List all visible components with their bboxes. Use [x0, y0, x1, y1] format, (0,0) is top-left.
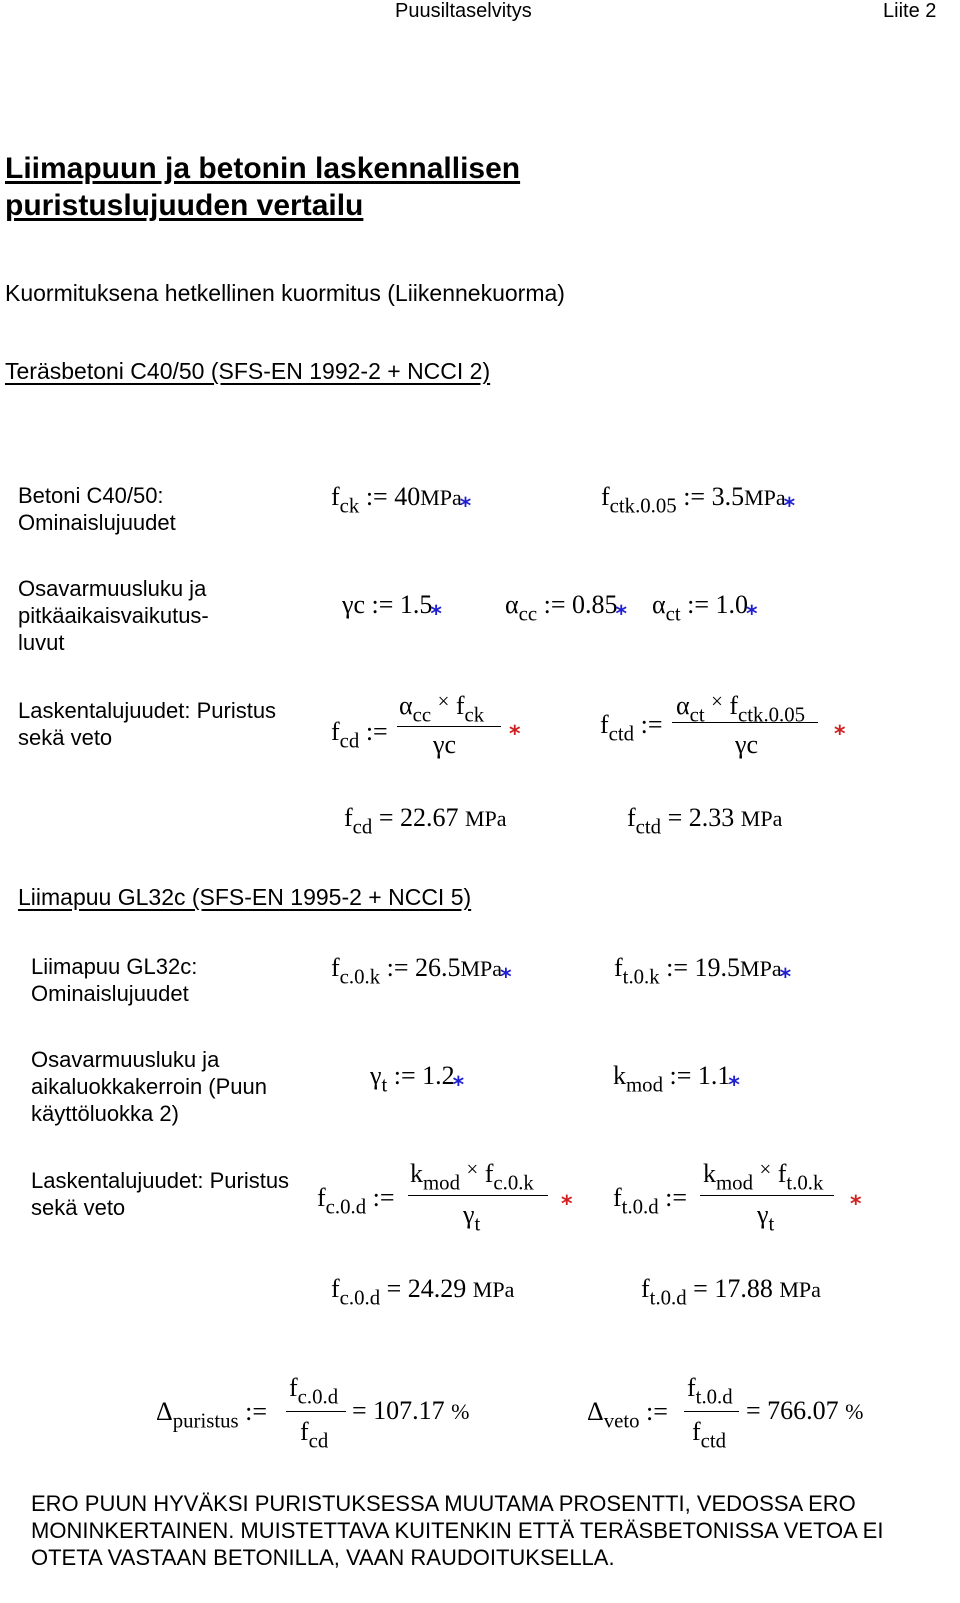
f-t0d-result-value: 17.88: [714, 1274, 773, 1303]
concrete-heading: Teräsbetoni C40/50 (SFS-EN 1992-2 + NCCI 2): [5, 358, 491, 384]
concrete-factors-label: Osavarmuusluku ja pitkäaikaisvaikutus-luvut: [18, 576, 209, 655]
mpa-unit: MPa: [464, 806, 507, 831]
fraction-bar: [684, 1411, 739, 1412]
f-c0d-symbol: $f_{c.0.d}$ :=: [317, 1183, 395, 1219]
timber-heading: Liimapuu GL32c (SFS-EN 1995-2 + NCCI 5): [18, 884, 472, 910]
blue-asterisk-marker: *: [452, 1073, 465, 1098]
mpa-unit: MPa: [420, 485, 462, 510]
f-cd-numerator: $\alpha_{cc}$ × $f_{ck}$: [399, 690, 485, 727]
red-asterisk-marker: *: [561, 1192, 573, 1217]
percent-unit: %: [845, 1399, 864, 1424]
load-case-text: Kuormituksena hetkellinen kuormitus (Liikennekuorma): [5, 280, 565, 306]
delta-compression-denominator: $f_{cd}$: [300, 1417, 329, 1453]
f-ctd-result: $f_{ctd} = 2.33$ MPa: [627, 803, 783, 839]
gamma-t-definition: $\gamma_t$ := $1.2_*$: [370, 1061, 465, 1098]
blue-asterisk-marker: *: [779, 965, 792, 990]
gamma-c-value: 1.5: [399, 590, 433, 619]
delta-tension-denominator: $f_{ctd}$: [692, 1417, 727, 1453]
f-ck-value: 40: [394, 482, 421, 511]
mpa-unit: MPa: [472, 1277, 515, 1302]
f-ctk-definition: $f_{ctk.0.05}$ := 3.5MPa$_*$: [601, 482, 796, 519]
delta-tension-symbol: $\Delta_{veto}$ :=: [587, 1397, 668, 1433]
blue-asterisk-marker: *: [459, 494, 472, 519]
appendix-label: Liite 2: [883, 0, 937, 22]
concrete-design-label: Laskentalujuudet: Puristus sekä veto: [18, 698, 277, 750]
f-cd-result-value: 22.67: [399, 803, 459, 832]
gamma-c-definition: γc := $1.5_*$: [342, 590, 442, 627]
f-t0d-symbol: $f_{t.0.d}$ :=: [613, 1183, 688, 1219]
f-cd-result: $f_{cd} = 22.67$ MPa: [344, 803, 507, 839]
f-ctd-result-value: 2.33: [688, 803, 735, 832]
f-ctd-denominator: γc: [735, 730, 759, 759]
mpa-unit: MPa: [460, 956, 503, 981]
f-t0d-denominator: $\gamma_t$: [757, 1200, 775, 1236]
blue-asterisk-marker: *: [783, 494, 796, 519]
f-t0k-definition: $f_{t.0.k}$ := 19.5MPa$_*$: [614, 953, 792, 990]
f-t0d-result: $f_{t.0.d} = 17.88$ MPa: [641, 1274, 821, 1310]
blue-asterisk-marker: *: [615, 602, 627, 627]
timber-strength-label: Liimapuu GL32c: Ominaislujuudet: [31, 954, 198, 1006]
f-c0d-denominator: $\gamma_t$: [463, 1200, 481, 1236]
percent-unit: %: [451, 1399, 470, 1424]
f-c0d-result: $f_{c.0.d} = 24.29$ MPa: [331, 1274, 515, 1310]
blue-asterisk-marker: *: [430, 602, 442, 627]
f-cd-symbol: $f_{cd}$ :=: [331, 717, 388, 753]
concrete-strength-label: Betoni C40/50: Ominaislujuudet: [18, 483, 176, 535]
blue-asterisk-marker: *: [500, 965, 512, 990]
f-c0k-value: 26.5: [415, 953, 461, 982]
f-ck-definition: $f_{ck}$ := 40MPa$_*$: [331, 482, 472, 519]
red-asterisk-marker: *: [509, 722, 521, 747]
blue-asterisk-marker: *: [746, 602, 758, 627]
f-c0d-numerator: $k_{mod}$ × $f_{c.0.k}$: [410, 1158, 534, 1195]
k-mod-definition: $k_{mod}$ := $1.1_*$: [613, 1061, 740, 1098]
gamma-t-value: 1.2: [422, 1061, 455, 1090]
alpha-cc-value: 0.85: [571, 590, 618, 619]
mpa-unit: MPa: [740, 806, 783, 831]
document-header-title: Puusiltaselvitys: [395, 0, 532, 22]
fraction-bar: [286, 1411, 346, 1412]
delta-compression-numerator: $f_{c.0.d}$: [289, 1373, 339, 1409]
blue-asterisk-marker: *: [728, 1073, 740, 1098]
fraction-bar: [397, 726, 501, 727]
alpha-ct-definition: $\alpha_{ct}$ := $1.0_*$: [652, 590, 758, 627]
red-asterisk-marker: *: [850, 1192, 862, 1217]
fraction-bar: [700, 1195, 834, 1196]
delta-tension-value: 766.07: [767, 1396, 839, 1425]
timber-design-label: Laskentalujuudet: Puristus sekä veto: [31, 1168, 290, 1220]
conclusion-text: ERO PUUN HYVÄKSI PURISTUKSESSA MUUTAMA PROSENTTI, VEDOSSA ERO MONINKERTAINEN. MUISTETTAVA KUITENKIN ETTÄ TERÄSBETONISSA VETOA EI OTETA VASTAAN BETONILLA, VAAN RAUDOITUKSELLA.: [31, 1491, 884, 1570]
mpa-unit: MPa: [744, 485, 786, 510]
f-cd-denominator: γc: [433, 730, 457, 759]
delta-tension-result: = 766.07 %: [746, 1396, 864, 1425]
delta-compression-result: = 107.17 %: [352, 1396, 470, 1425]
timber-factors-label: Osavarmuusluku ja aikaluokkakerroin (Puun käyttöluokka 2): [31, 1047, 268, 1126]
delta-compression-value: 107.17: [373, 1396, 445, 1425]
alpha-cc-definition: $\alpha_{cc}$ := $0.85_*$: [505, 590, 627, 627]
delta-tension-numerator: $f_{t.0.d}$: [687, 1373, 733, 1409]
mpa-unit: MPa: [779, 1277, 821, 1302]
f-ctd-numerator: $\alpha_{ct}$ × $f_{ctk.0.05}$: [676, 690, 806, 727]
delta-compression-symbol: $\Delta_{puristus}$ :=: [156, 1397, 267, 1433]
f-ctk-value: 3.5: [711, 482, 745, 511]
f-c0d-result-value: 24.29: [407, 1274, 467, 1303]
f-t0k-value: 19.5: [694, 953, 741, 982]
k-mod-value: 1.1: [697, 1061, 731, 1090]
alpha-ct-value: 1.0: [715, 590, 749, 619]
f-ctd-symbol: $f_{ctd}$ :=: [600, 710, 663, 746]
f-t0d-numerator: $k_{mod}$ × $f_{t.0.k}$: [703, 1158, 824, 1195]
fraction-bar: [672, 722, 818, 723]
mpa-unit: MPa: [740, 956, 782, 981]
f-c0k-definition: $f_{c.0.k}$ := 26.5MPa$_*$: [331, 953, 512, 990]
fraction-bar: [408, 1195, 548, 1196]
page-title: Liimapuun ja betonin laskennallisen puristuslujuuden vertailu: [5, 152, 521, 222]
red-asterisk-marker: *: [834, 722, 846, 747]
